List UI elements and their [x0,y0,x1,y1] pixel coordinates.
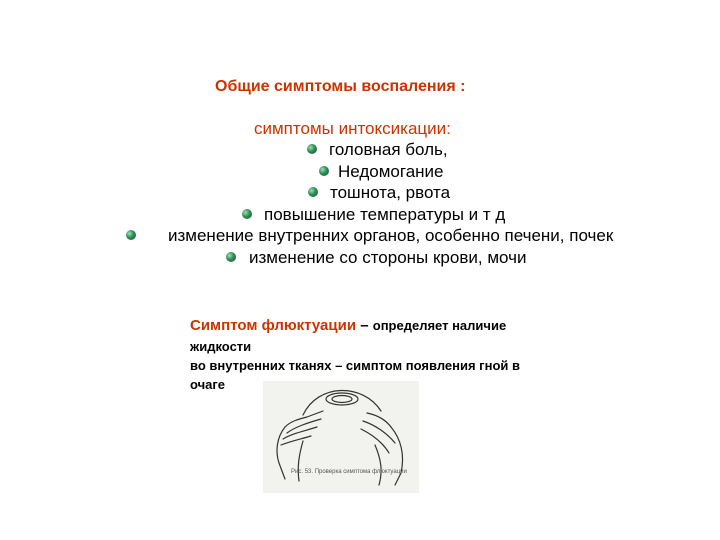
bullet-icon [242,209,252,219]
slide-title: Общие симптомы воспаления : [215,78,466,95]
bullet-icon [226,252,236,262]
list-item: изменение со стороны крови, мочи [249,248,527,267]
list-item: изменение внутренних органов, особенно печени, почек [168,226,614,245]
hands-palpation-illustration [263,381,419,493]
fluctuation-definition-start: определяет наличие [372,318,507,333]
bullet-icon [307,144,317,154]
fluctuation-line: жидкости [190,339,252,354]
list-item: тошнота, рвота [330,183,451,202]
bullet-icon [319,166,329,176]
fluctuation-term: Симптом флюктуации [190,317,357,334]
fluctuation-line: очаге [190,377,226,392]
fluctuation-line: во внутренних тканях – симптом появления гной в [190,358,520,373]
fluctuation-figure [263,381,419,493]
intoxication-subtitle: симптомы интоксикации: [254,119,451,138]
bullet-icon [308,187,318,197]
figure-caption: Рис. 53. Проверка симптома флюктуации [291,469,407,475]
list-item: Недомогание [338,162,444,181]
bullet-icon [126,230,136,240]
list-item: головная боль, [329,140,448,159]
fluctuation-definition [190,317,506,334]
fluctuation-dash: – [356,317,373,334]
list-item: повышение температуры и т д [264,205,506,224]
